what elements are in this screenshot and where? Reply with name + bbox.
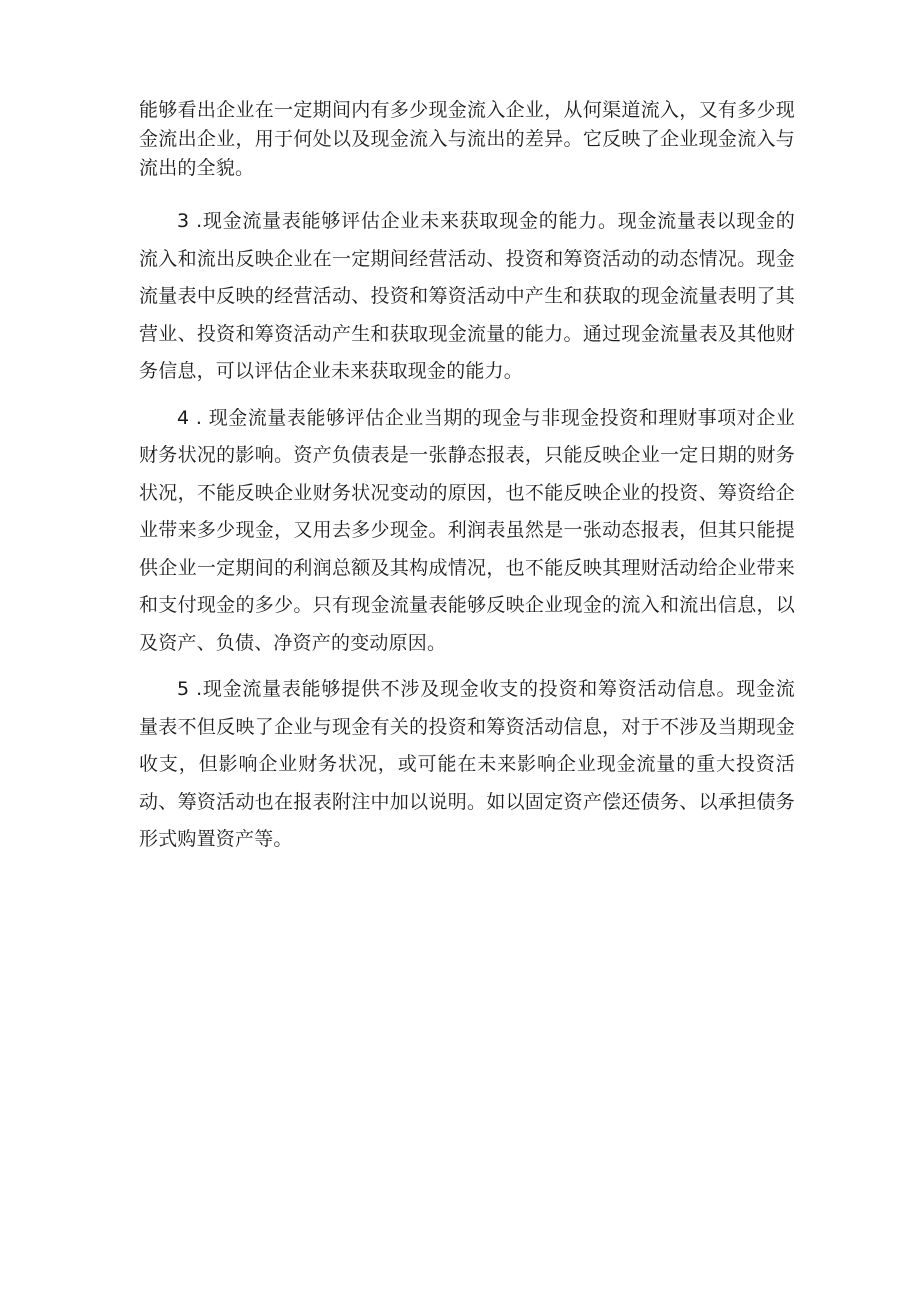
document-page [139, 96, 795, 868]
paragraph-continuation: 能够看出企业在一定期间内有多少现金流入企业，从何渠道流入，又有多少现金流出企业，用于何处以及现金流入与流出的差异。它反映了企业现金流入与流出的全貌。 [139, 99, 795, 179]
paragraph-point-3: 3 .现金流量表能够评估企业未来获取现金的能力。现金流量表以现金的流入和流出反映企业在一定期间经营活动、投资和筹资活动的动态情况。现金流量表中反映的经营活动、投资和筹资活动中产生和获取的现金流量表明了其营业、投资和筹资活动产生和获取现金流量的能力。通过现金流量表及其他财务信息，可以评估企业未来获取现金的能力。 [139, 210, 795, 382]
paragraph-point-5: 5 .现金流量表能够提供不涉及现金收支的投资和筹资活动信息。现金流量表不但反映了企业与现金有关的投资和筹资活动信息，对于不涉及当期现金收支，但影响企业财务状况，或可能在未来影响企业现金流量的重大投资活动、筹资活动也在报表附注中加以说明。如以固定资产偿还债务、以承担债务形式购置资产等。 [139, 678, 795, 850]
paragraph-point-4: 4 . 现金流量表能够评估企业当期的现金与非现金投资和理财事项对企业财务状况的影响。资产负债表是一张静态报表，只能反映企业一定日期的财务状况，不能反映企业财务状况变动的原因，也不能反映企业的投资、筹资给企业带来多少现金，又用去多少现金。利润表虽然是一张动态报表，但其只能提供企业一定期间的利润总额及其构成情况，也不能反映其理财活动给企业带来和支付现金的多少。只有现金流量表能够反映企业现金的流入和流出信息，以及资产、负债、净资产的变动原因。 [139, 406, 795, 654]
